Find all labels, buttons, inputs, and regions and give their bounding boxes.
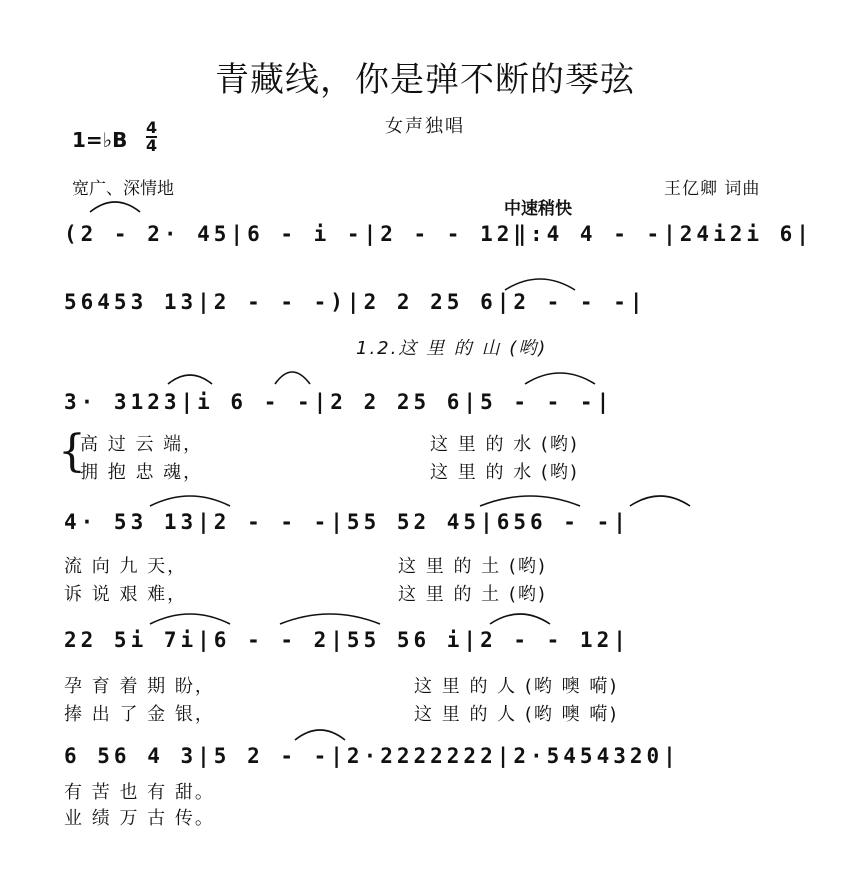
lyric-line-7a: 捧 出 了 金 银， xyxy=(64,704,215,725)
slur-7 xyxy=(480,496,580,506)
slur-3 xyxy=(168,375,212,384)
score-line-1: (2 - 2· 45|6 - i -|2 - - 12‖:4 4 - -|24i2i 6| xyxy=(64,222,813,246)
lyric-line-4a: 流 向 九 天， xyxy=(64,556,188,577)
meter-bottom: 4 xyxy=(146,136,158,155)
lyric-line-8: 有 苦 也 有 甜。 xyxy=(64,782,215,803)
slur-4 xyxy=(275,372,310,384)
lyric-line-7b: 这 里 的 人 (哟 噢 嗬) xyxy=(414,704,619,725)
verse-brace: { xyxy=(58,426,86,477)
lyric-line-5b: 这 里 的 土 (哟) xyxy=(398,584,547,605)
lyric-line-6b: 这 里 的 人 (哟 噢 嗬) xyxy=(414,676,619,697)
song-subtitle: 女声独唱 xyxy=(385,116,465,137)
score-line-3: 3· 3123|i 6 - -|2 2 25 6|5 - - -| xyxy=(64,390,614,414)
lyric-line-2b: 这 里 的 水 (哟) xyxy=(430,434,579,455)
slur-1 xyxy=(90,202,140,212)
meter-top: 4 xyxy=(146,118,158,137)
tempo-marking: 宽广、深情地 xyxy=(72,179,174,199)
lyric-line-6a: 孕 育 着 期 盼， xyxy=(64,676,215,697)
lyric-line-3a: 拥 抱 忠 魂， xyxy=(80,462,204,483)
slur-12 xyxy=(295,730,345,740)
slur-8 xyxy=(630,496,690,506)
score-line-6: 6 56 4 3|5 2 - -|2·2222222|2·5454320| xyxy=(64,744,680,768)
lyric-line-9: 业 绩 万 古 传。 xyxy=(64,808,215,829)
lyric-line-4b: 这 里 的 土 (哟) xyxy=(398,556,547,577)
lyric-line-2a: 高 过 云 端， xyxy=(80,434,204,455)
slur-2 xyxy=(505,279,575,290)
lyric-line-5a: 诉 说 艰 难， xyxy=(64,584,188,605)
score-line-5: 22 5i 7i|6 - - 2|55 56 i|2 - - 12| xyxy=(64,628,630,652)
slur-5 xyxy=(525,373,595,384)
author-credit: 王亿卿 词曲 xyxy=(664,179,761,199)
lyric-line-1: 1.2.这 里 的 山 (哟) xyxy=(356,338,548,359)
song-title: 青藏线，你是弹不断的琴弦 xyxy=(215,60,635,100)
slur-6 xyxy=(150,496,230,506)
slur-9 xyxy=(150,614,230,624)
score-line-4: 4· 53 13|2 - - -|55 52 45|656 - -| xyxy=(64,510,630,534)
tempo-change: 中速稍快 xyxy=(504,199,572,219)
slur-11 xyxy=(490,614,550,624)
lyric-line-3b: 这 里 的 水 (哟) xyxy=(430,462,579,483)
key-signature: 1=♭B xyxy=(72,128,128,152)
slur-10 xyxy=(280,614,380,624)
score-line-2: 56453 13|2 - - -)|2 2 25 6|2 - - -| xyxy=(64,290,647,314)
